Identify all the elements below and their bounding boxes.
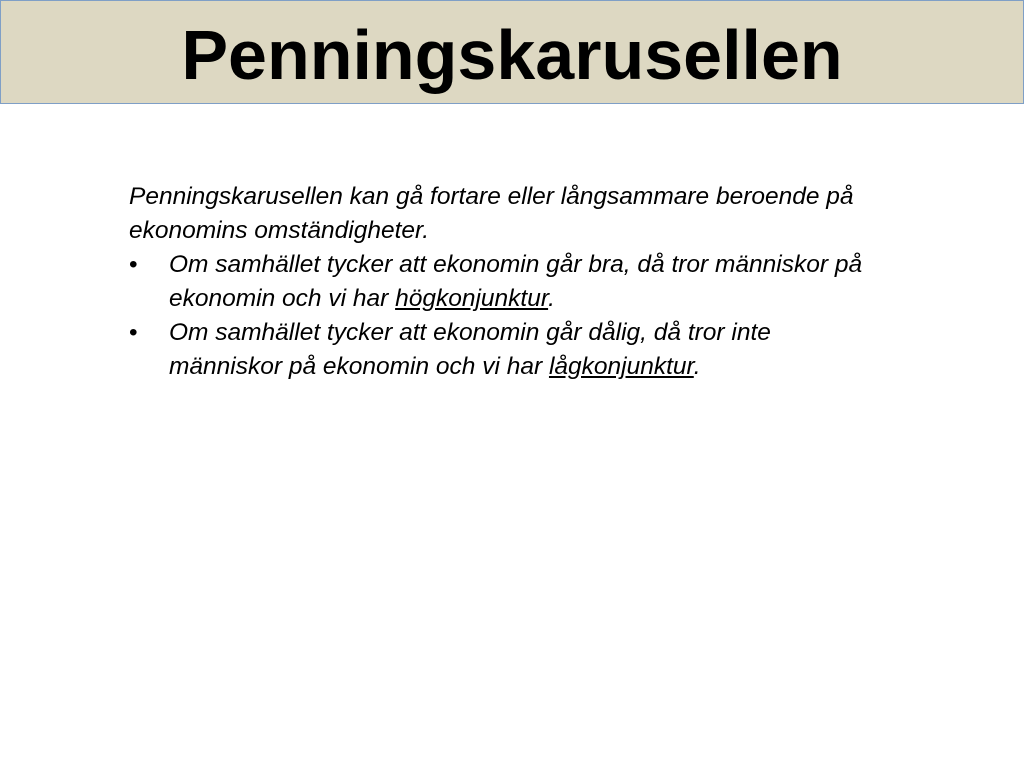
bullet-end: . — [548, 285, 555, 312]
bullet-icon: • — [129, 251, 138, 278]
bullet-text: Om samhället tycker att ekonomin går bra, då tror människor på ekonomin och vi har — [169, 251, 863, 312]
slide-title: Penningskarusellen — [181, 16, 843, 94]
term-hogkonjunktur: högkonjunktur — [395, 285, 549, 312]
bullet-item-lagkonjunktur — [129, 316, 889, 384]
slide-content — [129, 180, 889, 384]
bullet-list — [129, 248, 889, 384]
bullet-end: . — [693, 353, 701, 380]
bullet-text: Om samhället tycker att ekonomin går dålig, då tror inte människor på ekonomin och vi har — [169, 319, 771, 380]
bullet-icon: • — [129, 319, 138, 346]
bullet-item-hogkonjunktur — [129, 248, 889, 316]
title-bar — [0, 0, 1024, 104]
term-lagkonjunktur: lågkonjunktur — [548, 353, 694, 380]
intro-paragraph: Penningskarusellen kan gå fortare eller långsammare beroende på ekonomins omständigheter. — [129, 183, 854, 244]
